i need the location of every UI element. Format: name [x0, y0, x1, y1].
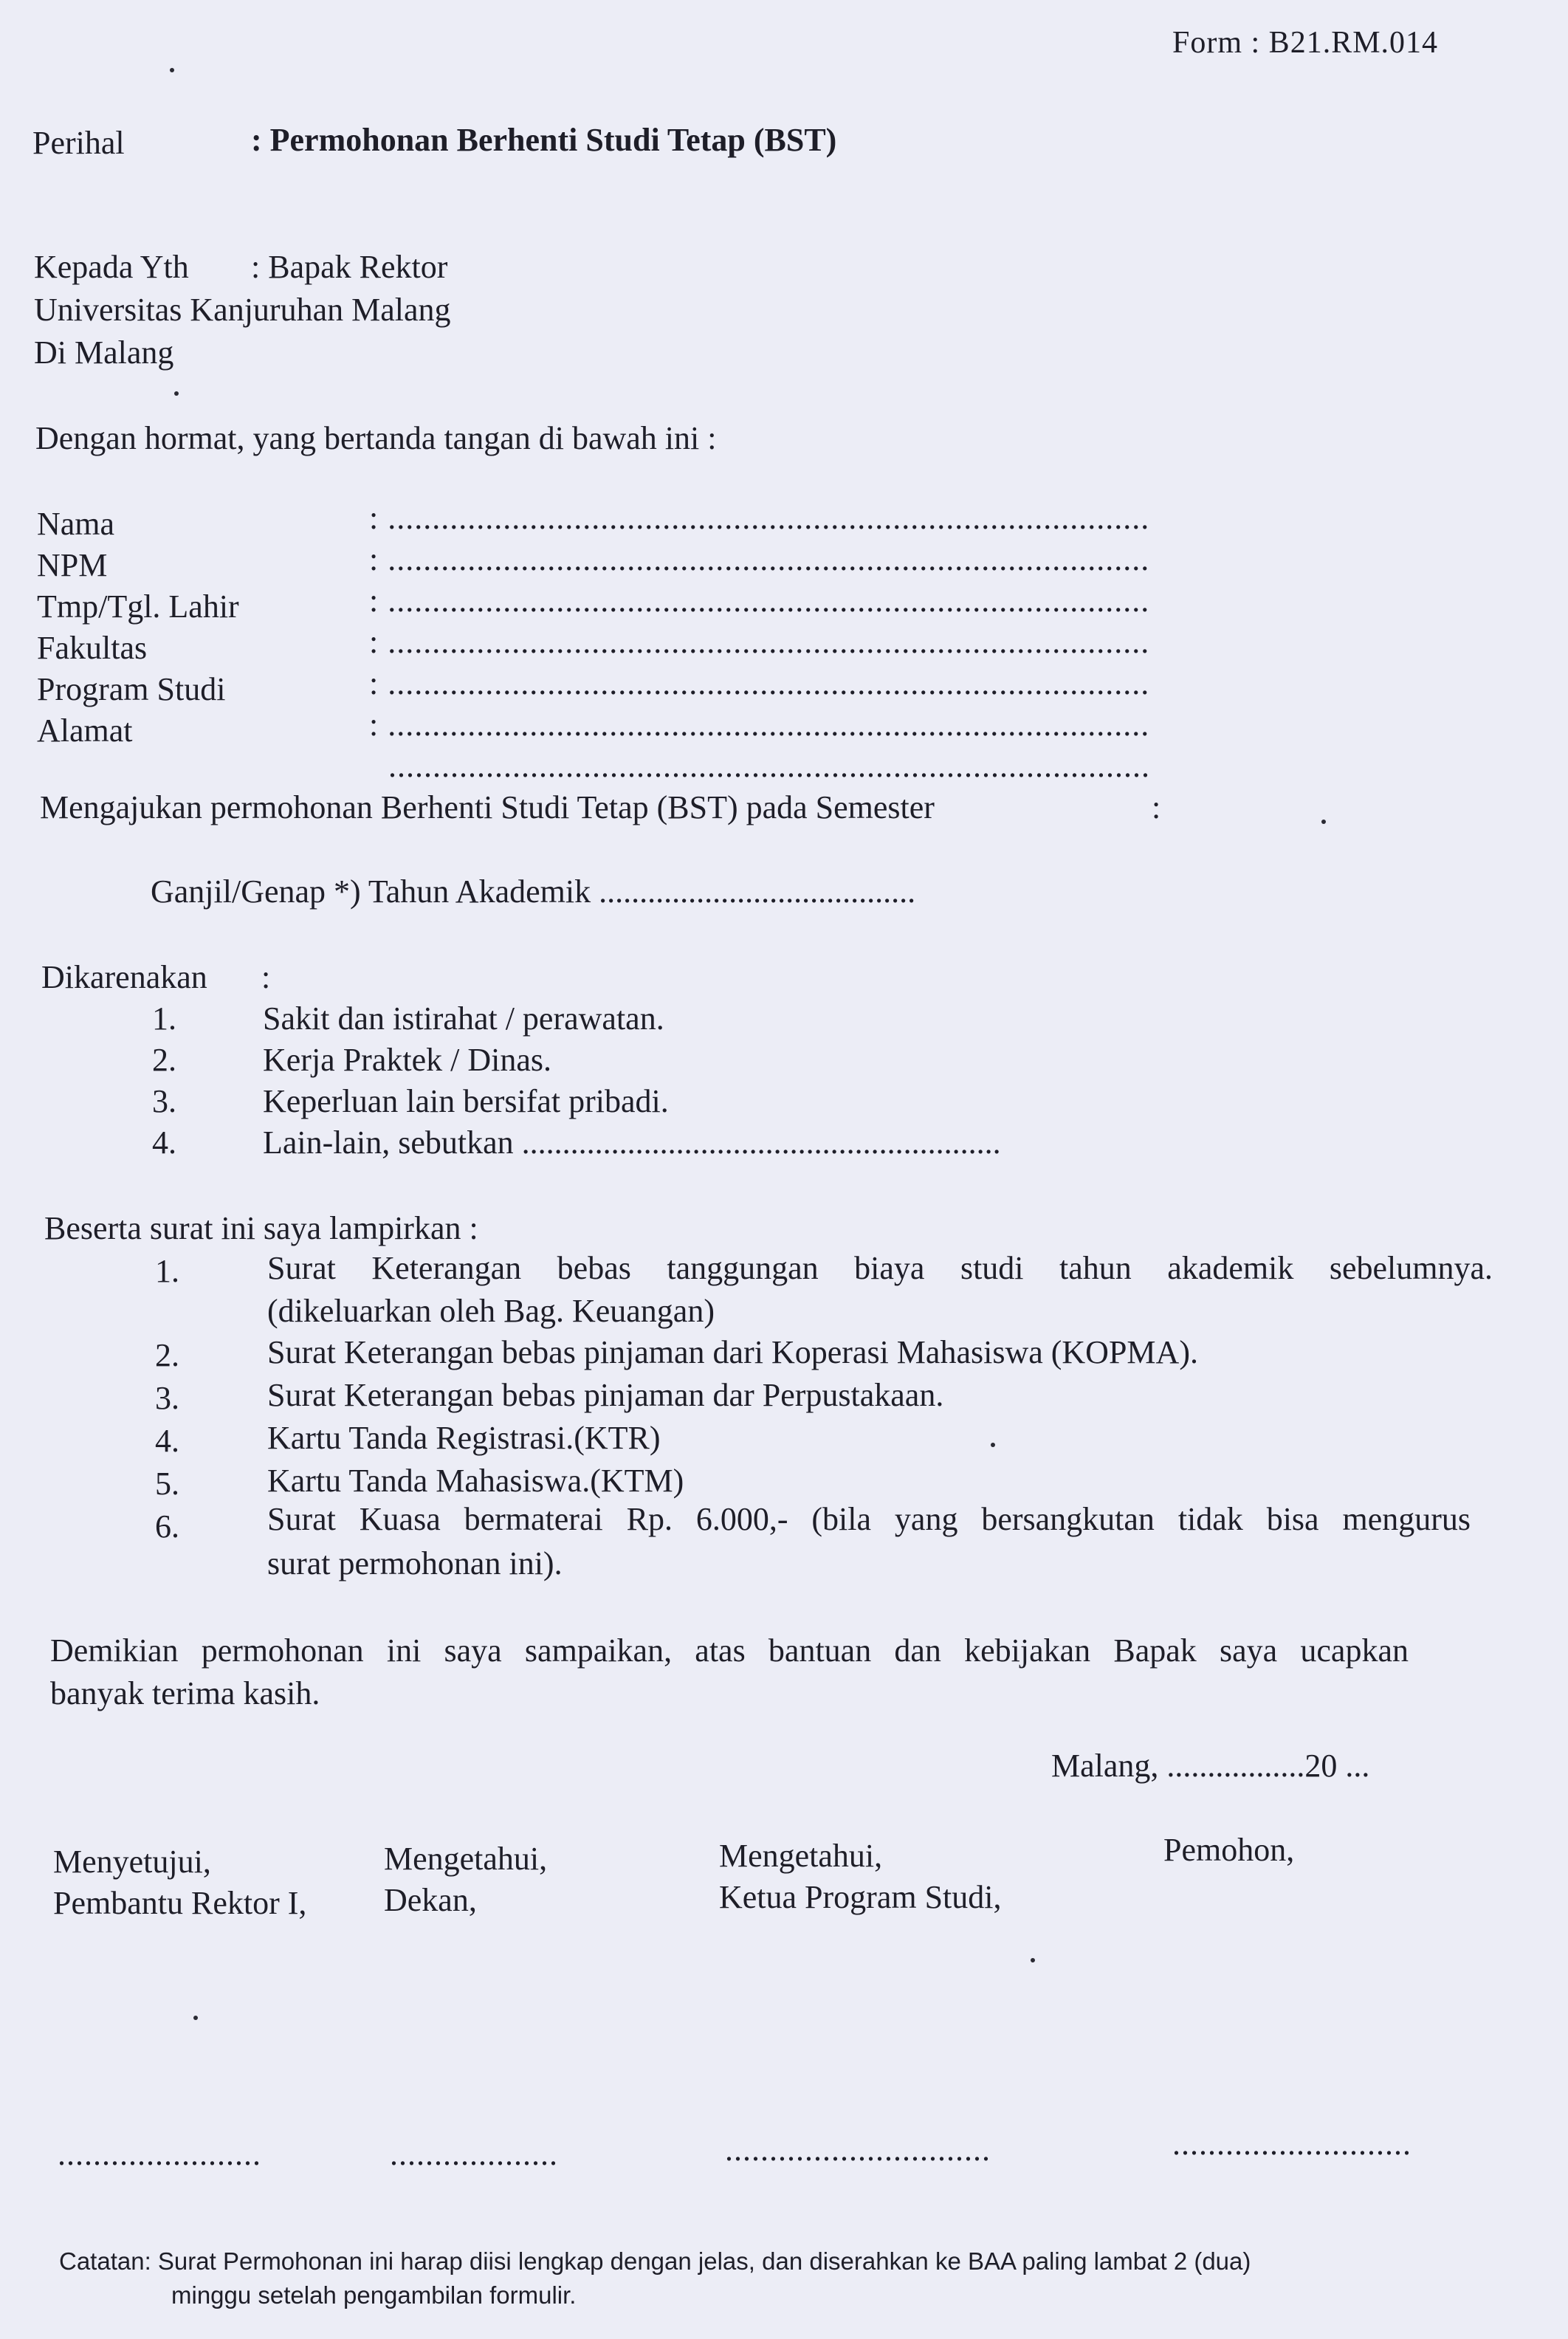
attachment-line-cont: (dikeluarkan oleh Bag. Keuangan)	[267, 1293, 715, 1329]
scan-speck	[193, 2016, 198, 2020]
place-date: Malang, .................20 ...	[1051, 1748, 1370, 1784]
signature-kaprodi-role: Ketua Program Studi,	[719, 1879, 1002, 1915]
scan-speck	[1031, 1958, 1035, 1962]
attachment-number: 4.	[155, 1423, 179, 1459]
signature-dean-role: Dekan,	[384, 1882, 477, 1918]
reasons-title: Dikarenakan	[41, 959, 207, 995]
scan-speck	[991, 1443, 995, 1447]
field-label-program-studi: Program Studi	[37, 671, 226, 707]
list-item	[152, 998, 664, 1040]
scan-speck	[174, 391, 179, 396]
attachments-title: Beserta surat ini saya lampirkan :	[44, 1210, 478, 1246]
scan-speck	[1321, 820, 1326, 824]
reason-text: Kerja Praktek / Dinas.	[263, 1042, 551, 1078]
attachment-line-cont: surat permohonan ini).	[267, 1545, 563, 1581]
reasons-colon: :	[261, 959, 271, 995]
attachment-line: Kartu Tanda Mahasiswa.(KTM)	[267, 1463, 684, 1499]
scan-speck	[170, 68, 174, 72]
list-item	[152, 1122, 1001, 1164]
field-label-tmp-tgl-lahir: Tmp/Tgl. Lahir	[37, 588, 239, 625]
form-code: Form : B21.RM.014	[1172, 26, 1439, 60]
attachment-line: Surat Keterangan bebas tanggungan biaya studi tahun akademik sebelumnya.	[267, 1250, 1493, 1286]
field-label-npm: NPM	[37, 547, 108, 583]
reason-number: 2.	[152, 1042, 176, 1078]
field-label-fakultas: Fakultas	[37, 630, 148, 666]
reason-number: 3.	[152, 1083, 176, 1119]
attachment-line: Surat Kuasa bermaterai Rp. 6.000,- (bila yang bersangkutan tidak bisa mengurus	[267, 1501, 1471, 1537]
field-blank-program-studi[interactable]: : ......................................................................................	[369, 665, 1150, 701]
field-label-nama: Nama	[37, 506, 115, 542]
field-blank-alamat[interactable]: : ......................................................................................	[369, 707, 1150, 743]
reason-text: Lain-lain, sebutkan ...........................................................	[263, 1124, 1001, 1161]
note-line: Catatan: Surat Permohonan ini harap diisi lengkap dengan jelas, dan diserahkan ke BAA paling lambat 2 (dua)	[59, 2247, 1251, 2275]
attachment-number: 6.	[155, 1508, 179, 1545]
signature-approver-blank[interactable]: .......................	[58, 2136, 261, 2172]
attachment-number: 5.	[155, 1466, 179, 1502]
note-line-cont: minggu setelah pengambilan formulir.	[171, 2281, 577, 2309]
recipient-city: Di Malang	[34, 334, 174, 371]
semester-line: Ganjil/Genap *) Tahun Akademik .......................................	[151, 873, 916, 910]
attachment-number: 2.	[155, 1337, 179, 1373]
field-label-alamat: Alamat	[37, 712, 133, 749]
signature-dean-blank[interactable]: ...................	[390, 2136, 558, 2172]
subject-title: : Permohonan Berhenti Studi Tetap (BST)	[251, 122, 837, 158]
reason-text: Keperluan lain bersifat pribadi.	[263, 1083, 669, 1119]
signature-kaprodi-blank[interactable]: ..............................	[725, 2132, 991, 2168]
recipient-name: : Bapak Rektor	[251, 249, 448, 285]
closing-line: Demikian permohonan ini saya sampaikan, atas bantuan dan kebijakan Bapak saya ucapkan	[50, 1632, 1409, 1669]
subject-label: Perihal	[32, 125, 125, 161]
field-blank-alamat-continuation[interactable]: ......................................................................................	[388, 748, 1150, 784]
recipient-label: Kepada Yth	[34, 249, 189, 285]
signature-approver-role: Pembantu Rektor I,	[53, 1885, 307, 1921]
signature-dean-title: Mengetahui,	[384, 1841, 548, 1877]
field-blank-tmp-tgl-lahir[interactable]: : ......................................................................................	[369, 583, 1150, 619]
field-blank-npm[interactable]: : ......................................................................................	[369, 541, 1150, 577]
field-blank-nama[interactable]: : ......................................................................................	[369, 500, 1150, 536]
signature-applicant-title: Pemohon,	[1163, 1832, 1295, 1868]
attachment-text	[267, 1248, 1493, 1289]
greeting: Dengan hormat, yang bertanda tangan di bawah ini :	[35, 420, 717, 456]
reason-text: Sakit dan istirahat / perawatan.	[263, 1000, 664, 1037]
attachment-number: 3.	[155, 1380, 179, 1416]
reason-number: 1.	[152, 1000, 176, 1037]
signature-applicant-blank[interactable]: ...........................	[1172, 2126, 1411, 2162]
attachment-line: Surat Keterangan bebas pinjaman dar Perpustakaan.	[267, 1377, 944, 1413]
list-item	[152, 1081, 669, 1122]
signature-kaprodi-title: Mengetahui,	[719, 1838, 883, 1874]
attachment-line: Surat Keterangan bebas pinjaman dari Koperasi Mahasiswa (KOPMA).	[267, 1334, 1198, 1370]
attachment-line: Kartu Tanda Registrasi.(KTR)	[267, 1420, 661, 1456]
attachment-number: 1.	[155, 1253, 179, 1289]
signature-approver-title: Menyetujui,	[53, 1844, 211, 1880]
list-item	[152, 1040, 551, 1081]
field-blank-fakultas[interactable]: : ......................................................................................	[369, 624, 1150, 660]
attachment-text	[267, 1499, 1471, 1540]
recipient-institution: Universitas Kanjuruhan Malang	[34, 292, 451, 328]
closing-line-cont: banyak terima kasih.	[50, 1675, 320, 1711]
request-colon: :	[1152, 789, 1161, 825]
closing-text	[50, 1630, 1409, 1672]
reason-number: 4.	[152, 1124, 176, 1161]
request-line: Mengajukan permohonan Berhenti Studi Tetap (BST) pada Semester	[40, 789, 935, 825]
